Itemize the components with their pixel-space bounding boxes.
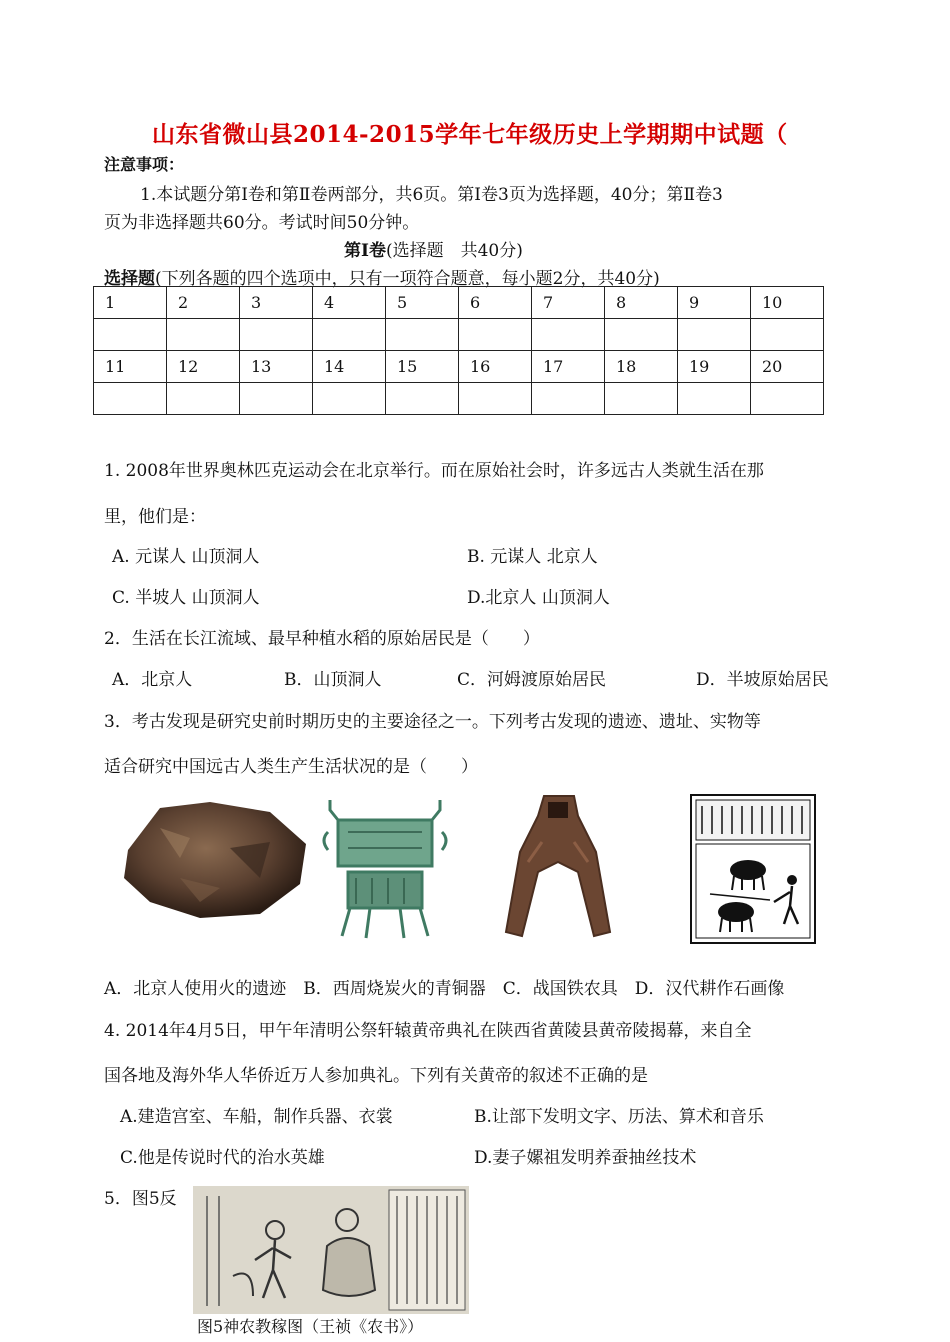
- table-cell: 2: [167, 287, 240, 319]
- answer-cell[interactable]: [313, 383, 386, 415]
- answer-cell[interactable]: [240, 319, 313, 351]
- answer-cell[interactable]: [386, 319, 459, 351]
- notice-line-2: 页为非选择题共60分。考试时间50分钟。: [104, 213, 420, 233]
- section-title: [344, 236, 523, 261]
- table-cell: 7: [532, 287, 605, 319]
- q3-stem-line-1: 3．考古发现是研究史前时期历史的主要途径之一。下列考古发现的遗迹、遗址、实物等: [104, 712, 761, 732]
- q1-option-c[interactable]: C. 半坡人 山顶洞人: [112, 588, 260, 608]
- q2-option-a[interactable]: A．北京人: [112, 670, 193, 690]
- q2-option-b[interactable]: B．山顶洞人: [284, 670, 382, 690]
- answer-cell[interactable]: [459, 383, 532, 415]
- answer-cell[interactable]: [167, 383, 240, 415]
- q1-option-a[interactable]: A. 元谋人 山顶洞人: [112, 547, 260, 567]
- table-cell: 9: [678, 287, 751, 319]
- q1-option-b[interactable]: B. 元谋人 北京人: [467, 547, 598, 567]
- table-cell: 13: [240, 351, 313, 383]
- q1-stem-line-2: 里，他们是：: [104, 507, 206, 527]
- page-title: 山东省微山县2014-2015学年七年级历史上学期期中试题（: [152, 121, 788, 148]
- q4-option-d[interactable]: D.妻子嫘祖发明养蚕抽丝技术: [474, 1148, 697, 1168]
- answer-cell[interactable]: [240, 383, 313, 415]
- table-cell: 11: [94, 351, 167, 383]
- answer-cell[interactable]: [605, 383, 678, 415]
- instruction-bold: 选择题: [104, 269, 155, 289]
- table-cell: 18: [605, 351, 678, 383]
- table-cell: 5: [386, 287, 459, 319]
- answer-cell[interactable]: [94, 319, 167, 351]
- answer-cell[interactable]: [386, 383, 459, 415]
- table-cell: 3: [240, 287, 313, 319]
- q4-stem-line-1: 4. 2014年4月5日，甲午年清明公祭轩辕黄帝典礼在陕西省黄陵县黄帝陵揭幕，来自全: [104, 1021, 752, 1041]
- table-cell: 12: [167, 351, 240, 383]
- stone-carving-image: [690, 794, 816, 944]
- q1-option-d[interactable]: D.北京人 山顶洞人: [467, 588, 610, 608]
- answer-cell[interactable]: [751, 383, 824, 415]
- answer-cell[interactable]: [532, 319, 605, 351]
- q2-option-c[interactable]: C．河姆渡原始居民: [457, 670, 607, 690]
- q5-caption: 图5神农教稼图（王祯《农书》）: [197, 1317, 424, 1336]
- q3-stem-line-2: 适合研究中国远古人类生产生活状况的是（ ）: [104, 757, 478, 777]
- answer-table: [93, 286, 824, 415]
- answer-cell[interactable]: [751, 319, 824, 351]
- section-title-rest: (选择题 共40分): [385, 241, 523, 261]
- q2-stem: 2．生活在长江流域、最早种植水稻的原始居民是（ ）: [104, 629, 540, 649]
- table-cell: 4: [313, 287, 386, 319]
- table-cell: 16: [459, 351, 532, 383]
- notice-heading: 注意事项：: [104, 155, 185, 174]
- table-cell: 8: [605, 287, 678, 319]
- answer-cell[interactable]: [313, 319, 386, 351]
- answer-cell[interactable]: [678, 383, 751, 415]
- q3-options: A．北京人使用火的遗迹 B．西周烧炭火的青铜器 C．战国铁农具 D．汉代耕作石画像: [104, 979, 785, 999]
- table-row-answers-1: [94, 319, 824, 351]
- answer-cell[interactable]: [167, 319, 240, 351]
- table-cell: 15: [386, 351, 459, 383]
- answer-cell[interactable]: [459, 319, 532, 351]
- iron-tool-image: [498, 792, 618, 942]
- section-title-bold: 第Ⅰ卷: [344, 241, 386, 261]
- answer-cell[interactable]: [605, 319, 678, 351]
- answer-cell[interactable]: [532, 383, 605, 415]
- q4-option-a[interactable]: A.建造宫室、车船，制作兵器、衣裳: [120, 1107, 393, 1127]
- table-cell: 14: [313, 351, 386, 383]
- answer-cell[interactable]: [94, 383, 167, 415]
- table-cell: 10: [751, 287, 824, 319]
- table-cell: 1: [94, 287, 167, 319]
- q4-option-b[interactable]: B.让部下发明文字、历法、算术和音乐: [474, 1107, 764, 1127]
- notice-line-1: 1.本试题分第Ⅰ卷和第Ⅱ卷两部分，共6页。第Ⅰ卷3页为选择题，40分；第Ⅱ卷3: [140, 185, 723, 205]
- table-row-answers-2: [94, 383, 824, 415]
- q2-option-d[interactable]: D．半坡原始居民: [696, 670, 829, 690]
- q4-option-c[interactable]: C.他是传说时代的治水英雄: [120, 1148, 325, 1168]
- table-cell: 17: [532, 351, 605, 383]
- shennong-image: [193, 1186, 469, 1314]
- table-cell: 6: [459, 287, 532, 319]
- table-row-numbers-2: [94, 351, 824, 383]
- q1-stem-line-1: 1. 2008年世界奥林匹克运动会在北京举行。而在原始社会时，许多远古人类就生活在那: [104, 461, 764, 481]
- instruction-rest: (下列各题的四个选项中，只有一项符合题意，每小题2分，共40分): [155, 269, 660, 289]
- fire-relic-image: [120, 798, 312, 920]
- table-row-numbers-1: [94, 287, 824, 319]
- table-cell: 19: [678, 351, 751, 383]
- table-cell: 20: [751, 351, 824, 383]
- q4-stem-line-2: 国各地及海外华人华侨近万人参加典礼。下列有关黄帝的叙述不正确的是: [104, 1066, 648, 1086]
- answer-cell[interactable]: [678, 319, 751, 351]
- q5-stem: 5．图5反: [104, 1189, 177, 1209]
- bronze-vessel-image: [320, 792, 450, 942]
